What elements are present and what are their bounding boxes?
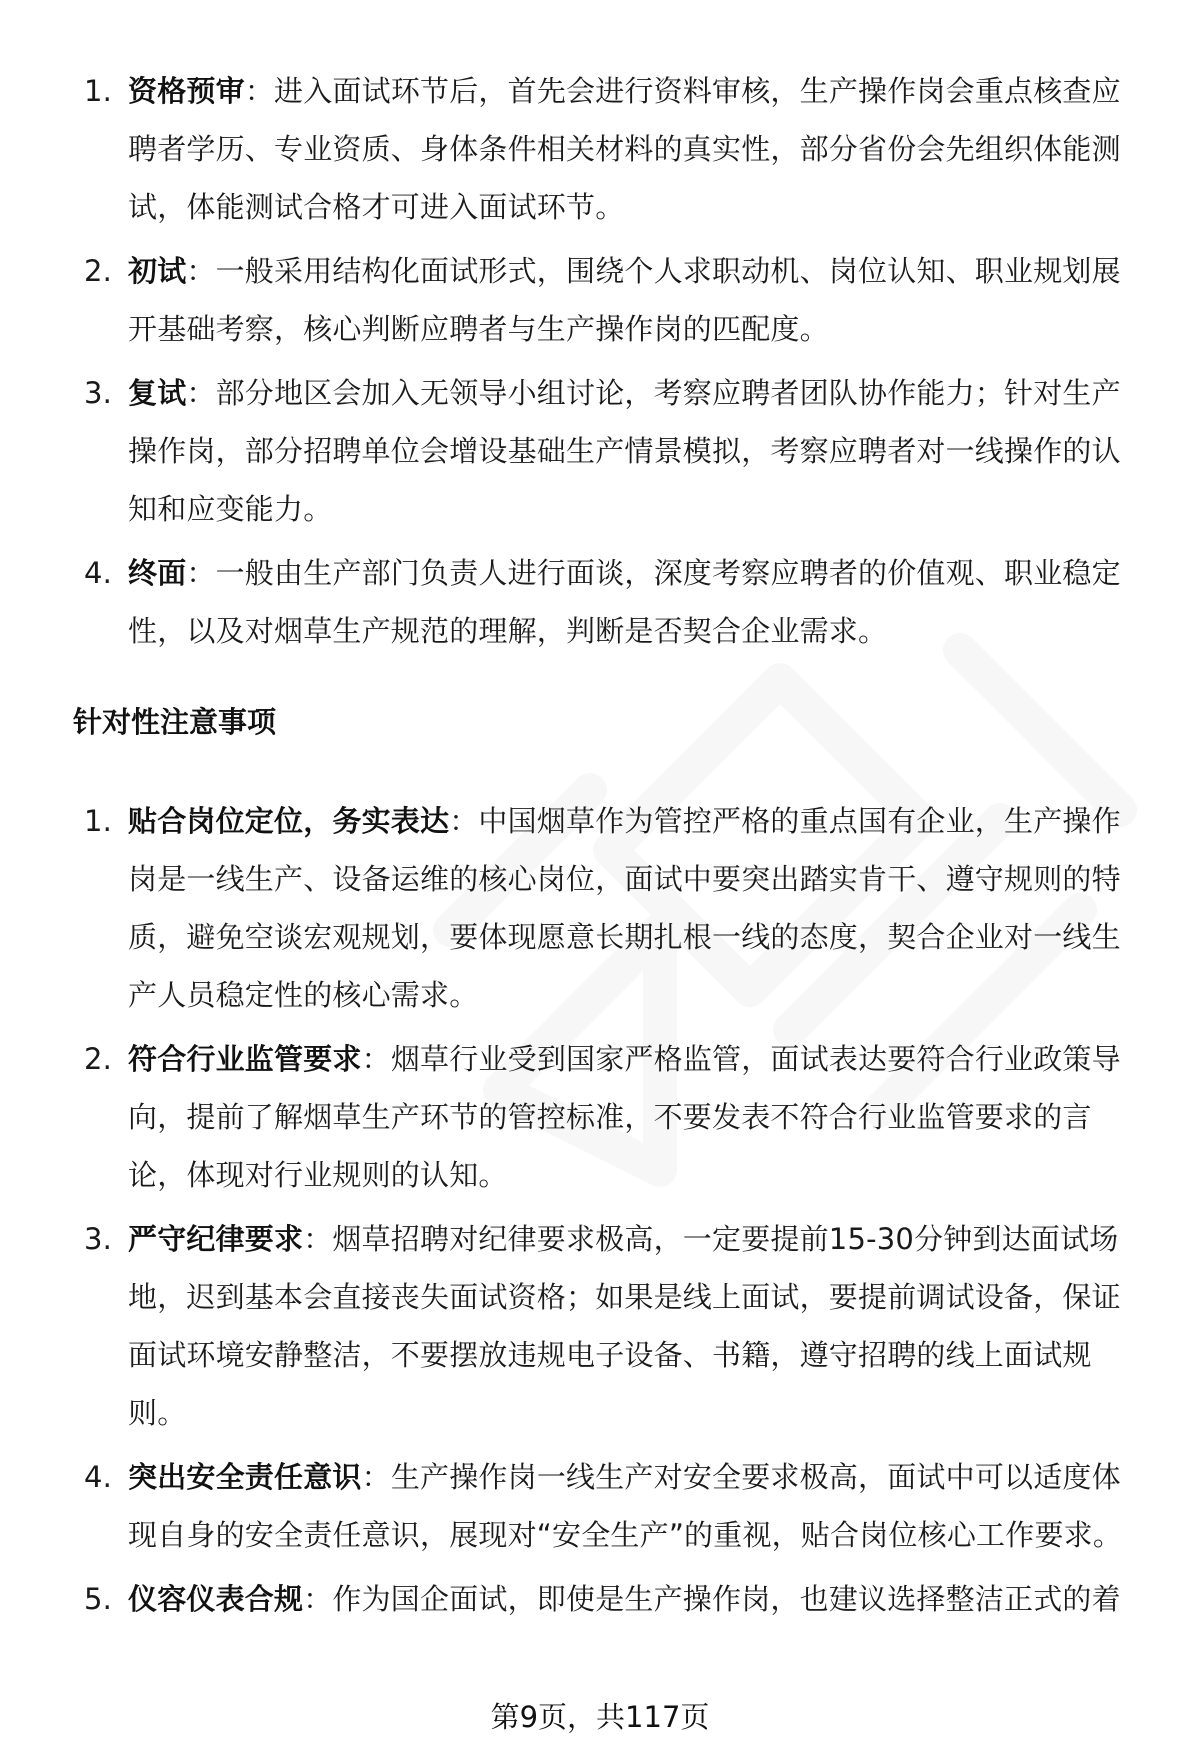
list-item [0, 544, 1200, 660]
list-item-text: 部分地区会加入无领导小组讨论，考察应聘者团队协作能力；针对生产操作岗，部分招聘单位会增设基础生产情景模拟，考察应聘者对一线操作的认知和应变能力。 [128, 376, 1121, 526]
list-item-number: 1. [84, 74, 113, 108]
list-item-text: 烟草行业受到国家严格监管，面试表达要符合行业政策导向，提前了解烟草生产环节的管控标准，不要发表不符合行业监管要求的言论，体现对行业规则的认知。 [128, 1042, 1121, 1192]
list-item-colon: ： [303, 1582, 333, 1616]
interview-stages-list [0, 62, 1200, 666]
list-item-term: 贴合岗位定位，务实表达 [128, 804, 450, 838]
list-item [0, 1030, 1200, 1204]
list-item-number: 1. [84, 804, 113, 838]
list-item-text: 中国烟草作为管控严格的重点国有企业，生产操作岗是一线生产、设备运维的核心岗位，面试中要突出踏实肯干、遵守规则的特质，避免空谈宏观规划，要体现愿意长期扎根一线的态度，契合企业对一线生产人员稳定性的核心需求。 [128, 804, 1121, 1012]
list-item-term: 终面 [128, 556, 187, 590]
list-item-colon: ： [303, 1222, 333, 1256]
list-item [0, 62, 1200, 236]
list-item-colon: ： [361, 1460, 391, 1494]
list-item-number: 3. [84, 1222, 113, 1256]
list-item [0, 1210, 1200, 1442]
list-item-term: 资格预审 [128, 74, 245, 108]
list-item-number: 2. [84, 1042, 113, 1076]
list-item-colon: ： [186, 556, 216, 590]
list-item-text: 作为国企面试，即使是生产操作岗，也建议选择整洁正式的着 [332, 1582, 1121, 1616]
list-item-number: 4. [84, 556, 113, 590]
list-item-term: 突出安全责任意识 [128, 1460, 362, 1494]
list-item [0, 1570, 1200, 1628]
list-item [0, 364, 1200, 538]
list-item-colon: ： [244, 74, 275, 108]
list-item-number: 4. [84, 1460, 113, 1494]
list-item-text: 一般由生产部门负责人进行面谈，深度考察应聘者的价值观、职业稳定性，以及对烟草生产规范的理解，判断是否契合企业需求。 [128, 556, 1121, 648]
list-item-number: 5. [84, 1582, 113, 1616]
list-item-number: 3. [84, 376, 113, 410]
page-number-footer: 第9页，共117页 [490, 1700, 710, 1734]
list-item-colon: ： [186, 376, 216, 410]
section-heading: 针对性注意事项 [73, 705, 277, 739]
list-item-number: 2. [84, 254, 113, 288]
list-item-colon: ： [361, 1042, 391, 1076]
list-item-term: 仪容仪表合规 [128, 1582, 304, 1616]
list-item-term: 初试 [128, 254, 187, 288]
precautions-list [0, 792, 1200, 1634]
list-item [0, 242, 1200, 358]
list-item-term: 复试 [128, 376, 187, 410]
list-item-text: 烟草招聘对纪律要求极高，一定要提前15-30分钟到达面试场地，迟到基本会直接丧失面试资格；如果是线上面试，要提前调试设备，保证面试环境安静整洁，不要摆放违规电子设备、书籍，遵守招聘的线上面试规则。 [128, 1222, 1121, 1430]
list-item-text: 一般采用结构化面试形式，围绕个人求职动机、岗位认知、职业规划展开基础考察，核心判断应聘者与生产操作岗的匹配度。 [128, 254, 1121, 346]
list-item-colon: ： [186, 254, 216, 288]
list-item-term: 严守纪律要求 [128, 1222, 304, 1256]
list-item [0, 1448, 1200, 1564]
list-item [0, 792, 1200, 1024]
list-item-colon: ： [449, 804, 479, 838]
list-item-term: 符合行业监管要求 [128, 1042, 362, 1076]
list-item-text: 生产操作岗一线生产对安全要求极高，面试中可以适度体现自身的安全责任意识，展现对“安全生产”的重视，贴合岗位核心工作要求。 [128, 1460, 1123, 1552]
list-item-text: 进入面试环节后，首先会进行资料审核，生产操作岗会重点核查应聘者学历、专业资质、身体条件相关材料的真实性，部分省份会先组织体能测试，体能测试合格才可进入面试环节。 [128, 74, 1121, 224]
